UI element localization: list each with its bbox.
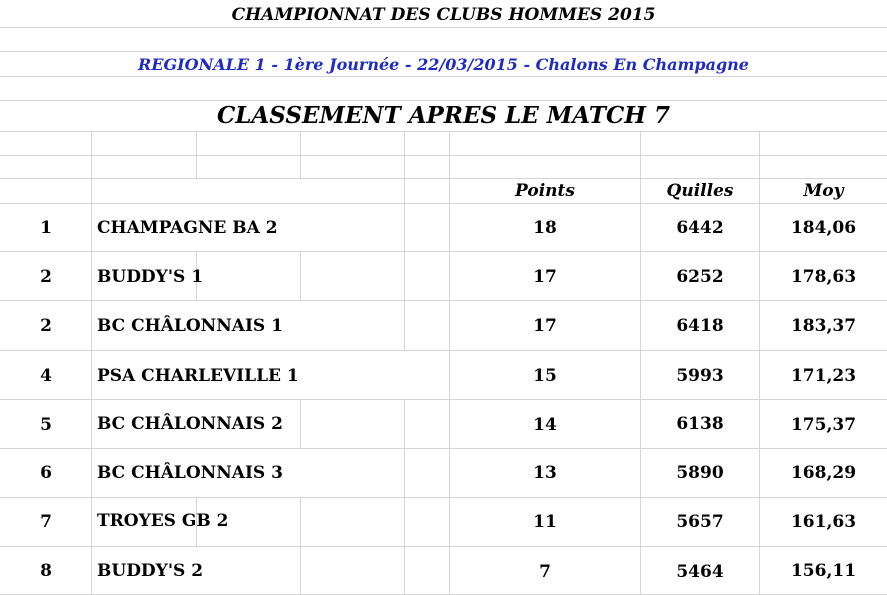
moy-cell: 178,63 [790,267,857,287]
rank-cell: 4 [40,366,52,386]
quilles-cell: 6418 [676,316,724,336]
grid-line [0,350,887,351]
grid-line [404,546,405,595]
rank-cell: 2 [40,316,52,336]
grid-line [0,497,887,498]
grid-line [0,251,887,252]
grid-line [404,203,405,251]
rank-cell: 8 [40,561,52,581]
grid-line [196,131,197,179]
grid-line [404,300,405,350]
grid-line [0,100,887,101]
ranking-heading: CLASSEMENT APRES LE MATCH 7 [216,102,671,129]
rank-cell: 6 [40,463,52,483]
grid-line [404,399,405,448]
quilles-cell: 5890 [676,463,724,483]
column-header-moy: Moy [803,181,844,201]
team-cell: BC CHÂLONNAIS 1 [97,316,283,336]
moy-cell: 156,11 [790,561,857,581]
points-cell: 15 [533,366,557,386]
team-cell: TROYES GB 2 [97,511,229,531]
page-title: CHAMPIONNAT DES CLUBS HOMMES 2015 [231,5,656,25]
quilles-cell: 6252 [676,267,724,287]
grid-line [300,131,301,179]
team-cell: BUDDY'S 1 [97,267,204,287]
team-cell: BC CHÂLONNAIS 3 [97,463,283,483]
rank-cell: 1 [40,218,52,238]
quilles-cell: 6442 [676,218,724,238]
grid-line [300,546,301,595]
grid-line [0,178,887,179]
team-cell: CHAMPAGNE BA 2 [97,218,278,238]
grid-line [0,76,887,77]
points-cell: 14 [533,415,557,435]
points-cell: 13 [533,463,557,483]
rank-cell: 2 [40,267,52,287]
quilles-cell: 5464 [676,562,724,582]
points-cell: 7 [539,562,551,582]
grid-line [300,251,301,300]
event-subtitle: REGIONALE 1 - 1ère Journée - 22/03/2015 - Chalons En Champagne [138,55,749,74]
grid-line [0,300,887,301]
grid-line [0,27,887,28]
grid-line [0,51,887,52]
quilles-cell: 5993 [676,366,724,386]
grid-line [0,203,887,204]
moy-cell: 175,37 [790,415,857,435]
moy-cell: 171,23 [790,366,857,386]
grid-line [404,251,405,300]
grid-line [0,155,887,156]
moy-cell: 168,29 [790,463,857,483]
grid-line [0,399,887,400]
team-cell: PSA CHARLEVILLE 1 [97,366,299,386]
moy-cell: 183,37 [790,316,857,336]
points-cell: 17 [533,267,557,287]
column-header-quilles: Quilles [666,181,734,201]
grid-line [404,497,405,546]
rank-cell: 5 [40,415,52,435]
column-header-points: Points [515,181,575,201]
grid-line [0,131,887,132]
grid-line [0,546,887,547]
grid-line [0,448,887,449]
grid-line [300,497,301,546]
grid-line [404,131,405,203]
team-cell: BC CHÂLONNAIS 2 [97,414,283,434]
quilles-cell: 5657 [676,512,724,532]
points-cell: 17 [533,316,557,336]
moy-cell: 161,63 [790,512,857,532]
grid-line [300,399,301,448]
grid-line [404,448,405,497]
points-cell: 18 [533,218,557,238]
rank-cell: 7 [40,512,52,532]
moy-cell: 184,06 [790,218,857,238]
points-cell: 11 [533,512,557,532]
quilles-cell: 6138 [676,414,724,434]
team-cell: BUDDY'S 2 [97,561,204,581]
